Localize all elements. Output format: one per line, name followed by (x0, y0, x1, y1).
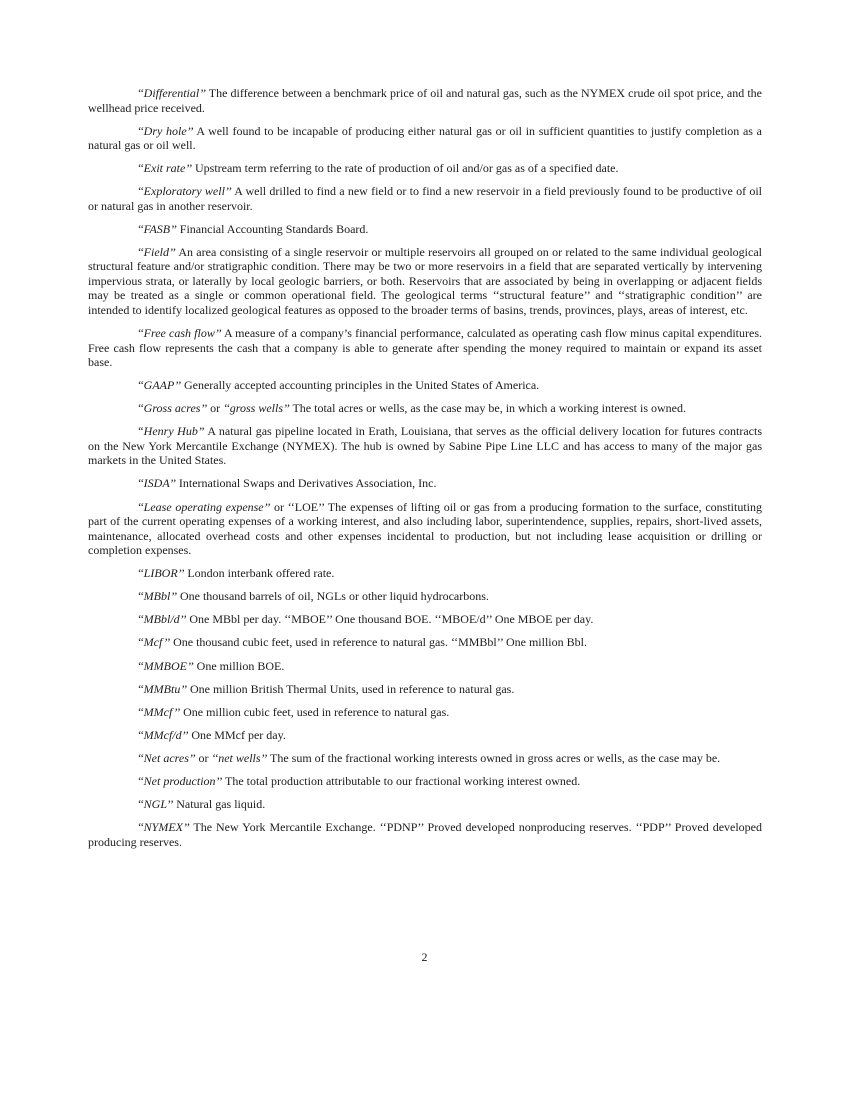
glossary-definition: London interbank offered rate. (184, 566, 335, 581)
glossary-entry (88, 326, 762, 370)
glossary-term: ‘‘Exit rate’’ (137, 161, 192, 176)
glossary-definition: One thousand cubic feet, used in reference to natural gas. ‘‘MMBbl’’ One million Bbl. (170, 635, 587, 650)
glossary-definition: or (207, 401, 224, 416)
glossary-definition: A measure of a company’s financial performance, calculated as operating cash flow minus capital expenditures. Free cash flow represents the cash that a company is able to generate after spending the money required to maintain or expand its asset base. (88, 326, 762, 370)
glossary-definition: A well found to be incapable of producing either natural gas or oil in sufficient quantities to justify completion as a natural gas or oil well. (88, 123, 763, 153)
glossary-term: ‘‘Net production’’ (137, 773, 223, 788)
glossary-entry (88, 682, 762, 697)
glossary-term: ‘‘MBbl’’ (137, 589, 177, 604)
glossary-definition: The New York Mercantile Exchange. ‘‘PDNP’’ Proved developed nonproducing reserves. ‘‘PDP’’ Proved developed producing reserves. (88, 820, 762, 849)
glossary-definition: One million British Thermal Units, used in reference to natural gas. (186, 681, 515, 696)
glossary-entry (88, 500, 762, 558)
glossary-term: ‘‘Gross acres’’ (137, 401, 208, 416)
glossary-term: ‘‘Dry hole’’ (137, 123, 194, 138)
glossary-term: ‘‘MMBOE’’ (137, 658, 194, 673)
glossary-term: ‘‘net wells’’ (211, 750, 268, 765)
glossary-definition: An area consisting of a single reservoir or multiple reservoirs all grouped on or related to the same individual geological structural feature and/or stratigraphic condition. There may be two or more reservoirs in a field that are separated vertically by intervening impervious strata, or laterally by local geologic barriers, or both. Reservoirs that are associated by being in overlapping or adjacent fields may be treated as a single or common operational field. The geological terms ‘‘structural feature’’ and ‘‘stratigraphic condition’’ are intended to identify localized geological features as opposed to the broader terms of basins, trends, provinces, plays, areas of interest, etc. (88, 244, 762, 317)
glossary-term: ‘‘MMcf/d’’ (137, 727, 189, 742)
glossary-definition: or (195, 750, 212, 765)
glossary-definition: A natural gas pipeline located in Erath, Louisiana, that serves as the official delivery location for futures contracts on the New York Mercantile Exchange (NYMEX). The hub is owned by Sabine Pipe Line LLC and has access to many of the major gas markets in the United States. (88, 424, 762, 468)
glossary-term: ‘‘Field’’ (137, 244, 176, 259)
glossary-entry (88, 424, 762, 468)
glossary-definition: The sum of the fractional working interests owned in gross acres or wells, as the case may be. (267, 750, 721, 765)
glossary-entry (88, 612, 762, 627)
glossary-term: ‘‘FASB’’ (137, 221, 177, 236)
glossary-term: “Henry Hub” (137, 424, 205, 439)
glossary-term: ‘‘MMcf’’ (137, 704, 181, 719)
glossary-term: ‘‘Exploratory well’’ (137, 184, 232, 199)
glossary-definition: The total production attributable to our fractional working interest owned. (222, 773, 581, 788)
glossary-term: ‘‘NGL’’ (137, 797, 174, 812)
glossary-definition: or ‘‘LOE’’ The expenses of lifting oil or gas from a producing formation to the surface, constituting part of the current operating expenses of a working interest, and also including labor, superintendence, supplies, repairs, short-lived assets, maintenance, allocated overhead costs and other expenses incidental to production, but not including lease acquisition or drilling or completion expenses. (88, 499, 763, 558)
glossary-entry (88, 184, 762, 213)
glossary-entry (88, 124, 762, 153)
glossary-term: ‘‘ISDA’’ (137, 476, 176, 491)
glossary-definition: One thousand barrels of oil, NGLs or other liquid hydrocarbons. (176, 589, 489, 604)
glossary-definition: Generally accepted accounting principles in the United States of America. (180, 378, 540, 393)
glossary-definition: Natural gas liquid. (173, 797, 266, 812)
glossary-entry (88, 476, 762, 491)
glossary-entry (88, 774, 762, 789)
glossary-definition: Financial Accounting Standards Board. (176, 221, 369, 236)
glossary-term: ‘‘LIBOR’’ (137, 566, 185, 581)
glossary-definition: The total acres or wells, as the case may be, in which a working interest is owned. (289, 401, 686, 416)
glossary-entry (88, 589, 762, 604)
glossary-entry (88, 401, 762, 416)
glossary-term: ‘‘Differential’’ (137, 86, 206, 100)
glossary-entry (88, 797, 762, 812)
glossary-term: ‘‘gross wells’’ (223, 401, 290, 416)
glossary-entry (88, 378, 762, 393)
glossary-definition: Upstream term referring to the rate of production of oil and/or gas as of a specified date. (191, 161, 619, 176)
glossary-term: ‘‘NYMEX’’ (137, 820, 190, 835)
glossary-entry (88, 751, 762, 766)
glossary-entry (88, 161, 762, 176)
glossary-term: ‘‘Lease operating expense’’ (137, 499, 271, 514)
glossary-entry (88, 86, 762, 115)
glossary-term: ‘‘Mcf’’ (137, 635, 171, 650)
glossary-definition: One million cubic feet, used in reference to natural gas. (180, 704, 450, 719)
glossary-term: ‘‘Free cash flow’’ (137, 326, 222, 341)
glossary-definition: The difference between a benchmark price of oil and natural gas, such as the NYMEX crude oil spot price, and the wellhead price received. (88, 86, 762, 115)
glossary-entry (88, 635, 762, 650)
glossary-term: ‘‘Net acres’’ (137, 750, 196, 765)
glossary-definition: One million BOE. (193, 658, 285, 673)
page-number: 2 (421, 950, 428, 964)
glossary-term: ‘‘MMBtu’’ (137, 681, 187, 696)
glossary-definition: International Swaps and Derivatives Association, Inc. (175, 476, 437, 491)
glossary-entry (88, 728, 762, 743)
glossary-entry (88, 245, 762, 318)
glossary-definition: One MBbl per day. ‘‘MBOE’’ One thousand BOE. ‘‘MBOE/d’’ One MBOE per day. (186, 612, 594, 627)
glossary-entry (88, 566, 762, 581)
glossary-definition: A well drilled to find a new field or to find a new reservoir in a field previously found to be productive of oil or natural gas in another reservoir. (88, 184, 763, 213)
glossary-term: ‘‘MBbl/d’’ (137, 612, 187, 627)
glossary-term: ‘‘GAAP’’ (137, 378, 181, 393)
glossary-entry (88, 222, 762, 237)
glossary-definition: One MMcf per day. (188, 727, 286, 742)
glossary-entry (88, 659, 762, 674)
glossary (88, 86, 762, 858)
glossary-entry (88, 705, 762, 720)
glossary-entry (88, 820, 762, 849)
